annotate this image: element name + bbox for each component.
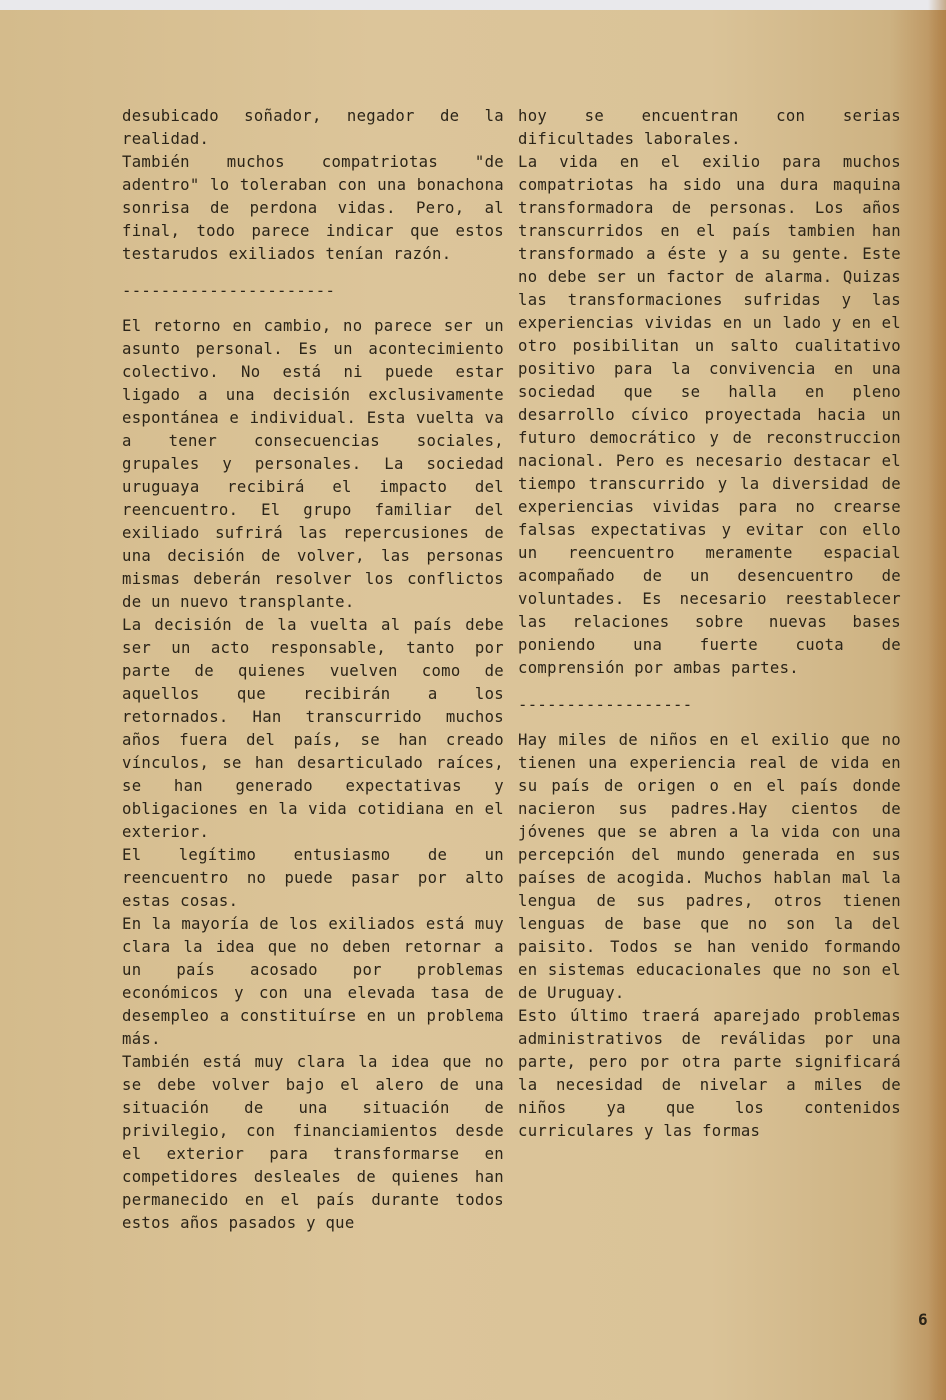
right-separator: ------------------ [518, 696, 693, 714]
left-paragraph-2: También muchos compatriotas "de adentro" lo toleraban con una bonachona sonrisa de perdona vidas. Pero, al final, todo parece indicar que estos testarudos exiliados tenían razón. [122, 153, 504, 263]
right-column [518, 105, 901, 1143]
left-paragraph-3: El retorno en cambio, no parece ser un asunto personal. Es un acontecimiento colectivo. No está ni puede estar ligado a una decisión exclusivamente espontánea e individual. Esta vuelta va a tener consecuencias sociales, grupales y personales. La sociedad uruguaya recibirá el impacto del reencuentro. El grupo familiar del exiliado sufrirá las repercusiones de una decisión de volver, las personas mismas deberán resolver los conflictos de un nuevo transplante. [122, 317, 504, 611]
left-column [122, 105, 504, 1235]
left-paragraph-1: desubicado soñador, negador de la realidad. [122, 107, 504, 148]
left-paragraph-5: El legítimo entusiasmo de un reencuentro no puede pasar por alto estas cosas. [122, 846, 504, 910]
scan-top-edge [0, 0, 946, 10]
right-paragraph-1: hoy se encuentran con serias dificultades laborales. [518, 107, 901, 148]
page-binding-shadow [928, 0, 946, 1400]
right-paragraph-3: Hay miles de niños en el exilio que no tienen una experiencia real de vida en su país de origen o en el país donde nacieron sus padres.Hay cientos de jóvenes que se abren a la vida con una percepción del mundo generada en sus países de acogida. Muchos hablan mal la lengua de sus padres, otros tienen lenguas de base que no son la del paisito. Todos se han venido formando en sistemas educacionales que no son el de Uruguay. [518, 731, 901, 1002]
left-separator: ---------------------- [122, 282, 336, 300]
left-paragraph-7: También está muy clara la idea que no se debe volver bajo el alero de una situación de una situación de privilegio, con financiamientos desde el exterior para transformarse en competidores desleales de quienes han permanecido en el país durante todos estos años pasados y que [122, 1053, 504, 1232]
left-paragraph-6: En la mayoría de los exiliados está muy clara la idea que no deben retornar a un país acosado por problemas económicos y con una elevada tasa de desempleo a constituírse en un problema más. [122, 915, 504, 1048]
right-paragraph-4: Esto último traerá aparejado problemas administrativos de reválidas por una parte, pero por otra parte significará la necesidad de nivelar a miles de niños ya que los contenidos curriculares y las formas [518, 1007, 901, 1140]
page-number: 6 [918, 1310, 928, 1329]
left-paragraph-4: La decisión de la vuelta al país debe ser un acto responsable, tanto por parte de quienes vuelven como de aquellos que recibirán a los retornados. Han transcurrido muchos años fuera del país, se han creado vínculos, se han desarticulado raíces, se han generado expectativas y obligaciones en la vida cotidiana en el exterior. [122, 616, 504, 841]
right-paragraph-2: La vida en el exilio para muchos compatriotas ha sido una dura maquina transformadora de personas. Los años transcurridos en el país tambien han transformado a éste y a su gente. Este no debe ser un factor de alarma. Quizas las transformaciones sufridas y las experiencias vividas en un lado y en el otro posibilitan un salto cualitativo positivo para la convivencia en una sociedad que se halla en pleno desarrollo cívico proyectada hacia un futuro democrático y de reconstruccion nacional. Pero es necesario destacar el tiempo transcurrido y la diversidad de experiencias vividas para no crearse falsas expectativas y evitar con ello un reencuentro meramente espacial acompañado de un desencuentro de voluntades. Es necesario reestablecer las relaciones sobre nuevas bases poniendo una fuerte cuota de comprensión por ambas partes. [518, 153, 901, 677]
